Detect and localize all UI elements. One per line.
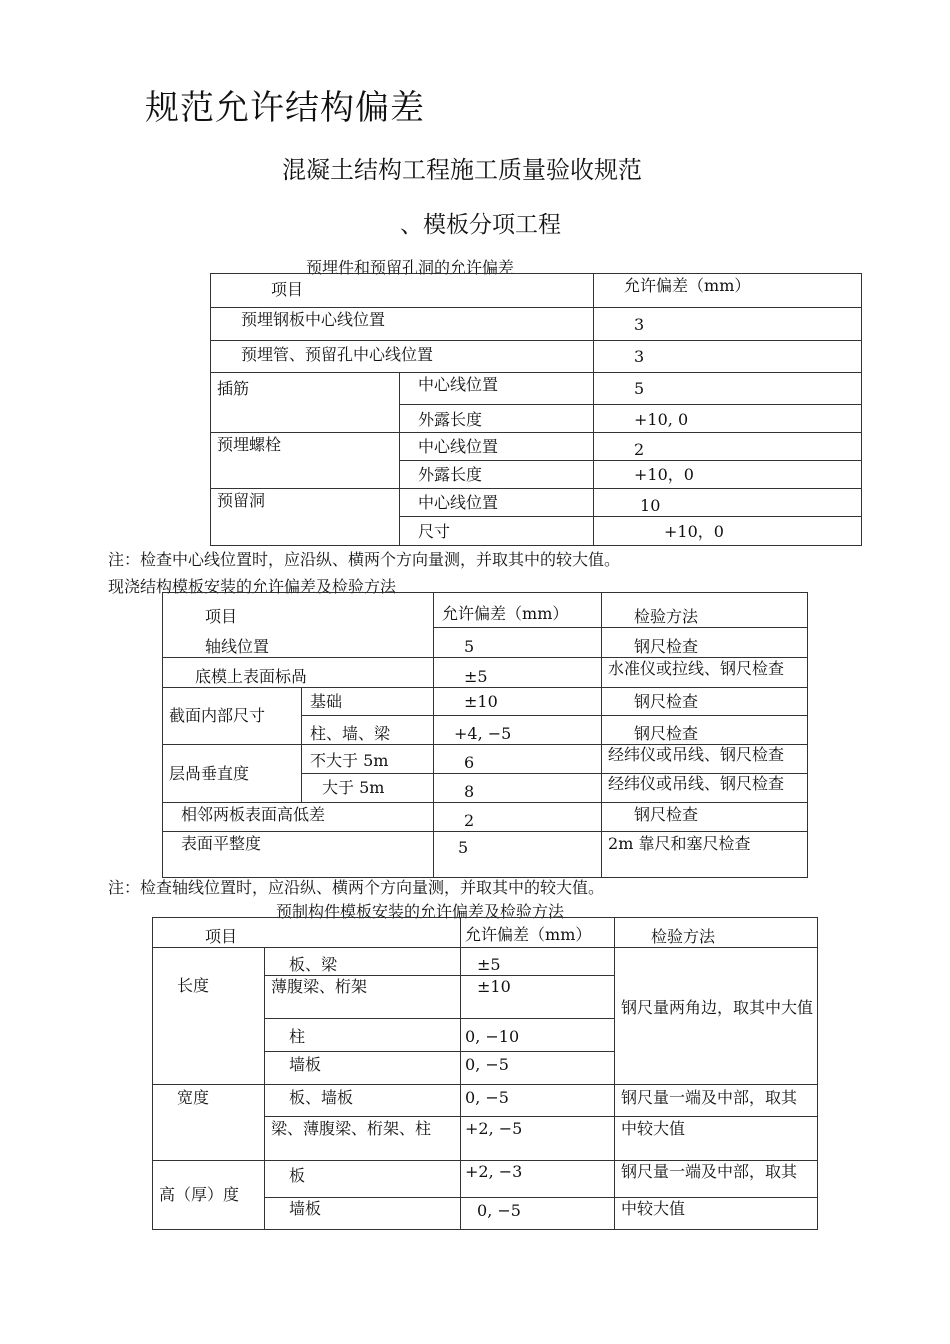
row-group: 层咼垂直度: [163, 745, 302, 803]
row-tolerance: ±5: [434, 658, 602, 688]
row-method: 经纬仪或吊线、钢尺检查: [602, 745, 808, 774]
table-row: [163, 832, 808, 878]
row-tolerance: +4, −5: [434, 716, 602, 745]
row-item: 轴线位置: [163, 628, 434, 658]
table1-note: 注：检查中心线位置时，应沿纵、横两个方向量测，并取其中的较大值。: [108, 550, 621, 569]
row-subitem: 大于 5m: [302, 774, 434, 803]
row-method: 钢尺检查: [602, 688, 808, 716]
row-tolerance: 2: [434, 803, 602, 832]
row-subitem: 板: [265, 1161, 461, 1198]
row-method: 钢尺检查: [602, 628, 808, 658]
row-method: 钢尺量一端及中部，取其: [615, 1161, 818, 1198]
row-tolerance: 5: [434, 628, 602, 658]
row-method: 钢尺检查: [602, 803, 808, 832]
row-method: 钢尺检查: [602, 716, 808, 745]
row-subitem: 中心线位置: [400, 433, 594, 461]
table3-caption: 预制构件模板安装的允许偏差及检验方法: [276, 902, 565, 921]
table-row: [211, 489, 862, 517]
row-tolerance: 0, −5: [461, 1085, 615, 1117]
row-tolerance: 8: [434, 774, 602, 803]
row-subitem: 中心线位置: [400, 373, 594, 405]
row-group: 预留洞: [211, 489, 400, 546]
row-subitem: 基础: [302, 688, 434, 716]
row-group: 截面内部尺寸: [163, 688, 302, 745]
row-item: 相邻两板表面高低差: [163, 803, 434, 832]
row-tolerance: 0, −5: [461, 1198, 615, 1230]
row-subitem: 外露长度: [400, 461, 594, 489]
row-tolerance: ±10: [461, 976, 615, 1019]
embedded-parts-table: [210, 273, 862, 546]
row-tolerance: 3: [594, 341, 862, 373]
row-method: 经纬仪或吊线、钢尺检查: [602, 774, 808, 803]
row-method: 钢尺量一端及中部，取其: [615, 1085, 818, 1117]
table2-note: 注：检查轴线位置时，应沿纵、横两个方向量测，并取其中的较大值。: [108, 878, 605, 897]
table-row: [163, 628, 808, 658]
row-item: 预埋钢板中心线位置: [211, 308, 594, 341]
row-subitem: 外露长度: [400, 405, 594, 433]
row-group: 插筋: [211, 373, 400, 433]
row-method: 中较大值: [615, 1117, 818, 1161]
table-row: [153, 948, 818, 976]
header-item: 项目: [163, 593, 434, 628]
section-title: 、模板分项工程: [400, 212, 561, 238]
row-tolerance: +10，0: [594, 461, 862, 489]
table-row: [211, 433, 862, 461]
header-method: 检验方法: [602, 593, 808, 628]
row-group: 长度: [153, 948, 265, 1085]
row-method: 2m 靠尺和塞尺检查: [602, 832, 808, 878]
header-item: 项目: [211, 274, 594, 308]
table1-caption: 预埋件和预留孔洞的允许偏差: [306, 258, 515, 277]
row-item: 底模上表面标咼: [163, 658, 434, 688]
row-tolerance: 10: [594, 489, 862, 517]
row-subitem: 薄腹梁、桁架: [265, 976, 461, 1019]
row-tolerance: +2, −3: [461, 1161, 615, 1198]
table-row: [211, 373, 862, 405]
row-method: 水准仪或拉线、钢尺检查: [602, 658, 808, 688]
spec-title: 混凝土结构工程施工质量验收规范: [282, 156, 642, 184]
row-item: 预埋管、预留孔中心线位置: [211, 341, 594, 373]
row-subitem: 柱: [265, 1019, 461, 1052]
row-subitem: 梁、薄腹梁、桁架、柱: [265, 1117, 461, 1161]
row-subitem: 柱、墙、梁: [302, 716, 434, 745]
header-method: 检验方法: [615, 918, 818, 948]
table-header-row: [211, 274, 862, 308]
table-row: [163, 803, 808, 832]
row-method: 中较大值: [615, 1198, 818, 1230]
table-row: [163, 745, 808, 774]
row-tolerance: +10，0: [594, 517, 862, 546]
header-tolerance: 允许偏差（mm）: [594, 274, 862, 308]
row-subitem: 板、墙板: [265, 1085, 461, 1117]
row-tolerance: +2, −5: [461, 1117, 615, 1161]
header-tolerance: 允许偏差（mm）: [434, 593, 602, 628]
row-tolerance: 0, −5: [461, 1052, 615, 1085]
row-subitem: 尺寸: [400, 517, 594, 546]
table-row: [153, 1085, 818, 1117]
table-row: [153, 1161, 818, 1198]
row-tolerance: +10, 0: [594, 405, 862, 433]
row-group: 高（厚）度: [153, 1161, 265, 1230]
table-header-row: [153, 918, 818, 948]
table2-caption: 现浇结构模板安装的允许偏差及检验方法: [108, 577, 397, 596]
row-tolerance: ±10: [434, 688, 602, 716]
header-tolerance: 允许偏差（mm）: [461, 918, 615, 948]
row-tolerance: 2: [594, 433, 862, 461]
row-tolerance: 3: [594, 308, 862, 341]
row-subitem: 墙板: [265, 1198, 461, 1230]
cast-in-place-formwork-table: [162, 592, 808, 878]
row-group: 预埋螺栓: [211, 433, 400, 489]
precast-formwork-table: [152, 917, 818, 1230]
table-row: [163, 658, 808, 688]
row-tolerance: 5: [434, 832, 602, 878]
table-row: [211, 341, 862, 373]
row-item: 表面平整度: [163, 832, 434, 878]
page-title: 规范允许结构偏差: [145, 88, 425, 128]
table-header-row: [163, 593, 808, 628]
table-row: [211, 308, 862, 341]
header-item: 项目: [153, 918, 461, 948]
row-tolerance: 6: [434, 745, 602, 774]
row-subitem: 不大于 5m: [302, 745, 434, 774]
row-subitem: 墙板: [265, 1052, 461, 1085]
row-tolerance: ±5: [461, 948, 615, 976]
row-group: 宽度: [153, 1085, 265, 1161]
table-row: [163, 688, 808, 716]
row-tolerance: 0, −10: [461, 1019, 615, 1052]
row-method: 钢尺量两角边，取其中大值: [615, 948, 818, 1085]
row-subitem: 板、梁: [265, 948, 461, 976]
row-subitem: 中心线位置: [400, 489, 594, 517]
row-tolerance: 5: [594, 373, 862, 405]
